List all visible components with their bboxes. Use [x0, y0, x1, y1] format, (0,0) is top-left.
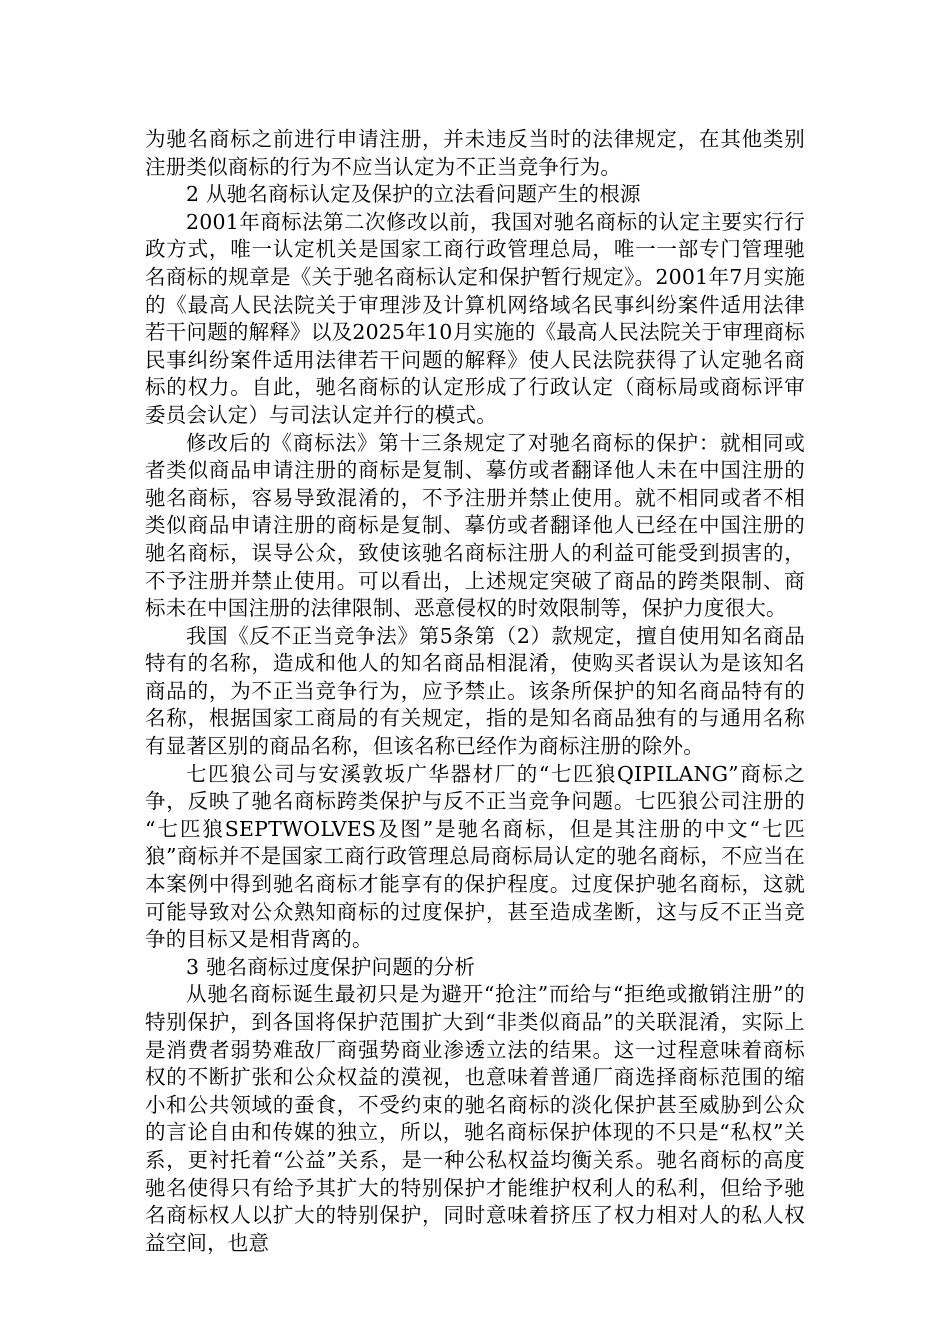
paragraph-intro: 为驰名商标之前进行申请注册，并未违反当时的法律规定，在其他类别注册类似商标的行为不应当认定为不正当竞争行为。: [145, 127, 805, 179]
paragraph-qipilang-case: 七匹狼公司与安溪敦坂广华器材厂的“七匹狼QIPILANG”商标之争，反映了驰名商标跨类保护与反不正当竞争问题。七匹狼公司注册的 “七匹狼SEPTWOLVES及图”是驰名商标，但是其注册的中文“七匹狼”商标并不是国家工商行政管理总局商标局认定的驰名商标，不应当在本案例中得到驰名商标才能享有的保护程度。过度保护驰名商标，这就可能导致对公众熟知商标的过度保护，甚至造成垄断，这与反不正当竞争的目标又是相背离的。: [145, 761, 805, 952]
paragraph-trademark-law-article-13: 修改后的《商标法》第十三条规定了对驰名商标的保护：就相同或者类似商品申请注册的商标是复制、摹仿或者翻译他人未在中国注册的驰名商标，容易导致混淆的，不予注册并禁止使用。就不相同或者不相类似商品申请注册的商标是复制、摹仿或者翻译他人已经在中国注册的驰名商标，误导公众，致使该驰名商标注册人的利益可能受到损害的，不予注册并禁止使用。可以看出，上述规定突破了商品的跨类限制、商标未在中国注册的法律限制、恶意侵权的时效限制等，保护力度很大。: [145, 430, 805, 621]
paragraph-legislation-history: 2001年商标法第二次修改以前，我国对驰名商标的认定主要实行行政方式，唯一认定机关是国家工商行政管理总局，唯一一部专门管理驰名商标的规章是《关于驰名商标认定和保护暂行规定》。2001年7月实施的《最高人民法院关于审理涉及计算机网络域名民事纠纷案件适用法律若干问题的解释》以及2025年10月实施的《最高人民法院关于审理商标民事纠纷案件适用法律若干问题的解释》使人民法院获得了认定驰名商标的权力。自此，驰名商标的认定形成了行政认定（商标局或商标评审委员会认定）与司法认定并行的模式。: [145, 209, 805, 427]
section-heading-2: 2 从驰名商标认定及保护的立法看问题产生的根源: [186, 182, 641, 207]
document-page: [145, 126, 805, 1257]
section-heading-3: 3 驰名商标过度保护问题的分析: [186, 954, 476, 979]
paragraph-anti-unfair-competition-law: 我国《反不正当竞争法》第5条第（2）款规定，擅自使用知名商品特有的名称，造成和他人的知名商品相混淆，使购买者误认为是该知名商品的，为不正当竞争行为，应予禁止。该条所保护的知名商品特有的名称，根据国家工商局的有关规定，指的是知名商品独有的与通用名称有显著区别的商品名称，但该名称已经作为商标注册的除外。: [145, 623, 805, 759]
paragraph-overprotection-analysis: 从驰名商标诞生最初只是为避开“抢注”而给与“拒绝或撤销注册”的特别保护，到各国将保护范围扩大到“非类似商品”的关联混淆，实际上是消费者弱势难敌厂商强势商业渗透立法的结果。这一过程意味着商标权的不断扩张和公众权益的漠视，也意味着普通厂商选择商标范围的缩小和公共领域的蚕食，不受约束的驰名商标的淡化保护甚至威胁到公众的言论自由和传媒的独立，所以，驰名商标保护体现的不只是“私权”关系，更衬托着“公益”关系，是一种公私权益均衡关系。驰名商标的高度驰名使得只有给予其扩大的特别保护才能维护权利人的私利，但给予驰名商标权人以扩大的特别保护，同时意味着挤压了权力相对人的私人权益空间，也意: [145, 982, 805, 1255]
